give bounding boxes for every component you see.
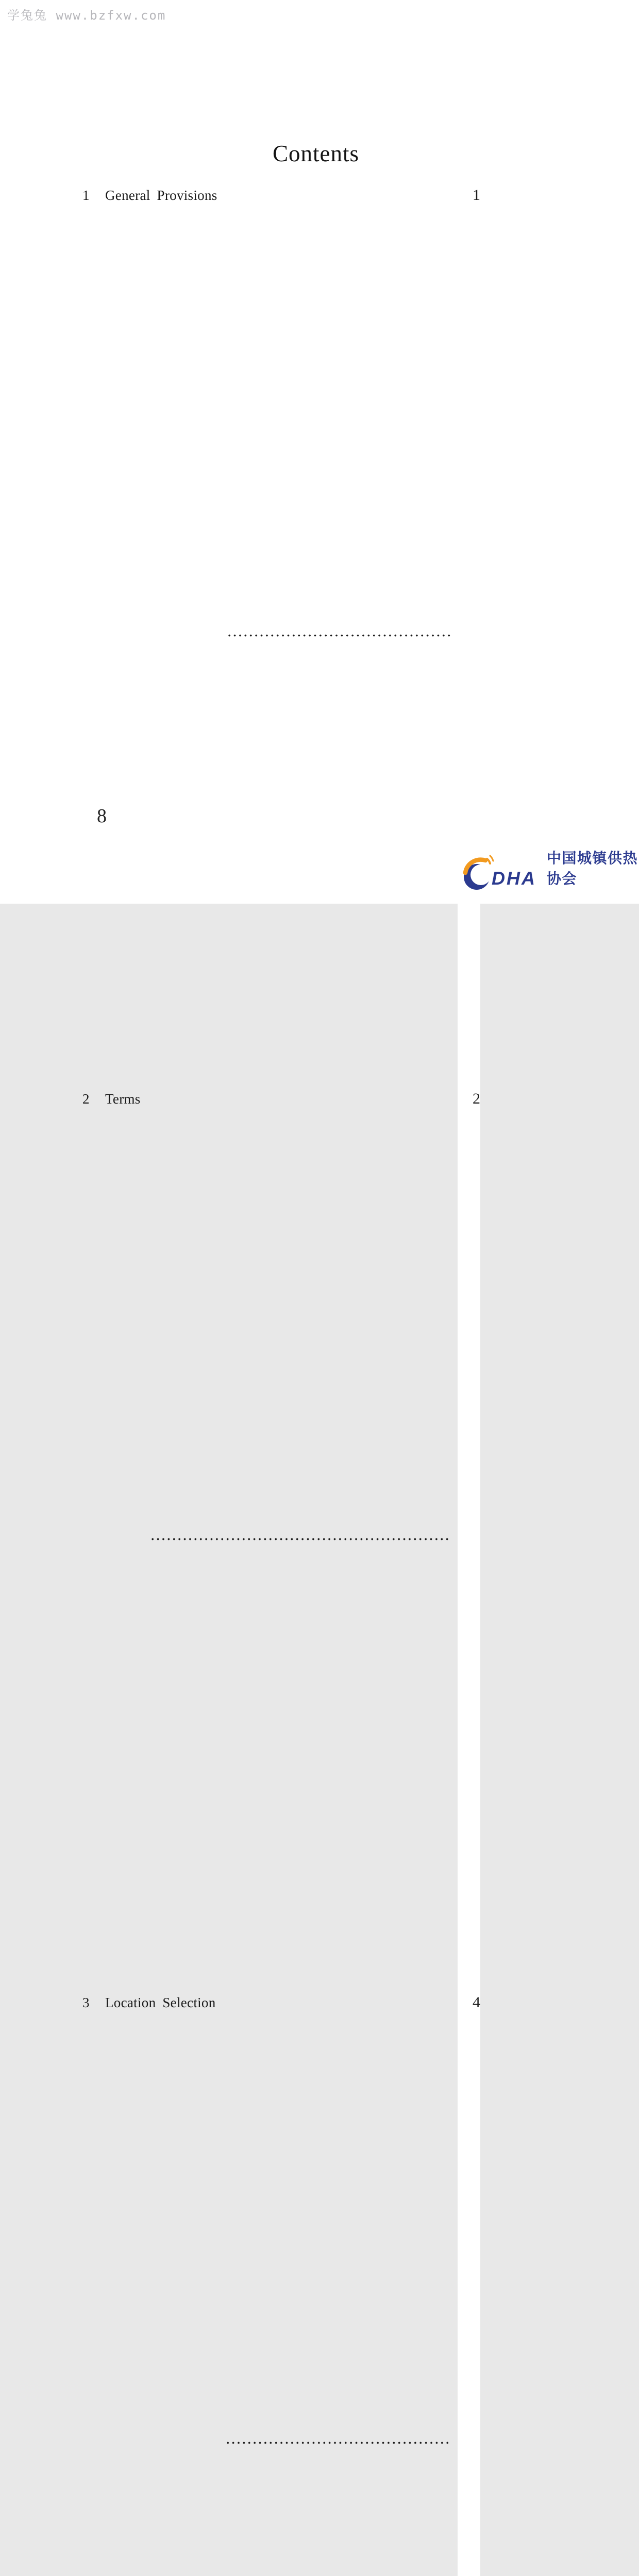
toc-list <box>82 184 480 2576</box>
toc-entry-page: 2 <box>458 1088 480 1992</box>
dot-leader-icon <box>150 1536 451 1543</box>
dot-leader-icon <box>225 2439 451 2446</box>
toc-entry <box>82 1992 480 2576</box>
toc-entry-number: 1 <box>82 188 90 203</box>
toc-entry-label: General Provisions <box>105 188 217 203</box>
page-title: Contents <box>272 141 359 166</box>
dot-leader-icon <box>227 632 451 639</box>
toc-entry-label: Terms <box>105 1091 141 1107</box>
toc-entry-label: Location Selection <box>105 1995 216 2010</box>
footer-page-number: 8 <box>97 805 107 827</box>
toc-entry <box>82 184 480 1088</box>
logo-org-name: 中国城镇供热协会 <box>547 850 638 887</box>
toc-entry-page: 1 <box>458 184 480 1088</box>
logo-acronym: DHA <box>492 868 536 889</box>
toc-entry-number: 3 <box>82 1995 90 2010</box>
watermark-text: 学兔兔 www.bzfxw.com <box>7 8 166 23</box>
toc-entry <box>82 1088 480 1992</box>
toc-entry-number: 2 <box>82 1091 90 1107</box>
association-logo <box>463 852 639 892</box>
cdha-logo-icon <box>463 854 494 892</box>
toc-entry-page: 4 <box>458 1992 480 2576</box>
